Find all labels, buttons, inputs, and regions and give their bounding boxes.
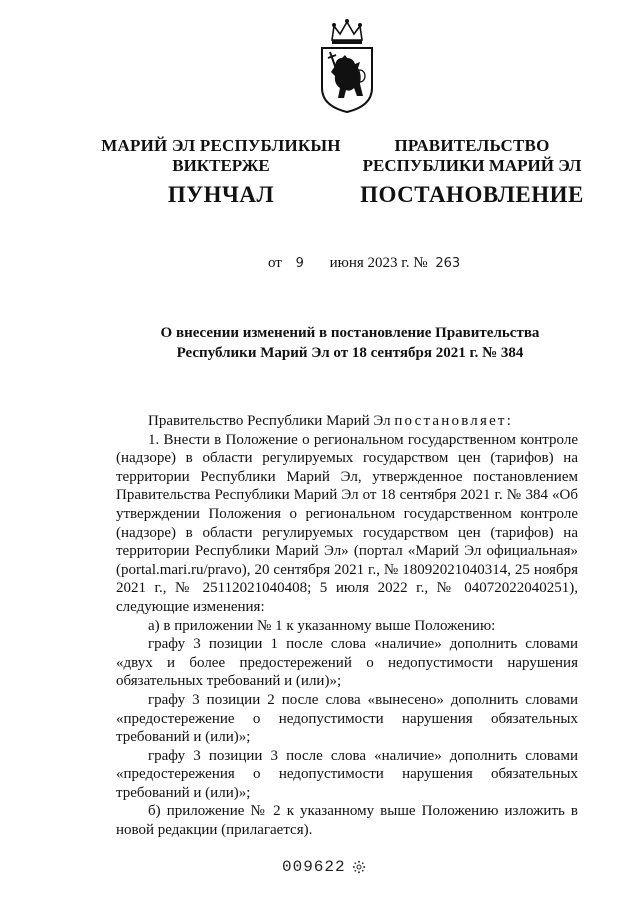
serial-number: 009622 bbox=[282, 858, 346, 876]
header-left-line2: ВИКТЕРЖЕ bbox=[172, 156, 270, 175]
subject-line2: Республики Марий Эл от 18 сентября 2021 г. № 384 bbox=[176, 345, 524, 361]
decree-body bbox=[116, 412, 578, 840]
paragraph-5: графу 3 позиции 3 после слова «наличие» дополнить словами «предостережения о недопустимости нарушения обязательных требований и (или)»; bbox=[116, 747, 578, 801]
header-mari bbox=[92, 136, 350, 208]
header-right-line1: ПРАВИТЕЛЬСТВО bbox=[394, 136, 550, 155]
paragraph-1: 1. Внести в Положение о региональном государственном контроле (надзоре) в области регулируемых государством цен (тарифов) на территории Республики Марий Эл, утвержденное постановлением Правительства Республики Марий Эл от 18 сентября 2021 г. № 384 «Об утверждении Положения о региональном государственном контроле (надзоре) в области регулируемых государством цен (тарифов) на территории Республики Марий Эл» (портал «Марий Эл официальная» (portal.mari.ru/pravo), 20 сентября 2021 г., № 18092021040314, 25 ноября 2021 г., № 25112021040408; 5 июля 2022 г., № 04072022040251), следующие изменения: bbox=[116, 431, 578, 615]
header-left-title: ПУНЧАЛ bbox=[167, 182, 275, 207]
rosette-mark-icon bbox=[352, 860, 366, 874]
date-day: 9 bbox=[295, 256, 304, 271]
decree-number: 263 bbox=[435, 256, 461, 271]
paragraph-3: графу 3 позиции 1 после слова «наличие» дополнить словами «двух и более предостережений о недопустимости нарушения обязательных требований и (или)»; bbox=[116, 636, 578, 690]
intro-paragraph bbox=[116, 412, 578, 431]
paragraph-4: графу 3 позиции 2 после слова «вынесено» дополнить словами «предостережение о недопустимости нарушения обязательных требований и (или)»; bbox=[116, 691, 578, 746]
decree-date-line bbox=[268, 255, 460, 272]
header-right-line2: РЕСПУБЛИКИ МАРИЙ ЭЛ bbox=[362, 156, 582, 175]
paragraph-2: а) в приложении № 1 к указанному выше Положению: bbox=[148, 617, 496, 634]
date-prefix: от bbox=[268, 255, 282, 271]
date-month-year: июня 2023 г. № bbox=[329, 255, 428, 271]
header-right-title: ПОСТАНОВЛЕНИЕ bbox=[360, 182, 584, 207]
decree-subject bbox=[140, 323, 560, 363]
intro-resolves: постановляет: bbox=[394, 413, 514, 429]
header-left-line1: МАРИЙ ЭЛ РЕСПУБЛИКЫН bbox=[101, 136, 341, 155]
paragraph-6: б) приложение № 2 к указанному выше Положению изложить в новой редакции (прилагается). bbox=[116, 803, 578, 839]
header-russian bbox=[352, 136, 592, 208]
coat-of-arms-bear-icon bbox=[318, 18, 376, 114]
subject-line1: О внесении изменений в постановление Правительства bbox=[160, 325, 540, 341]
intro-prefix: Правительство Республики Марий Эл bbox=[148, 413, 391, 429]
